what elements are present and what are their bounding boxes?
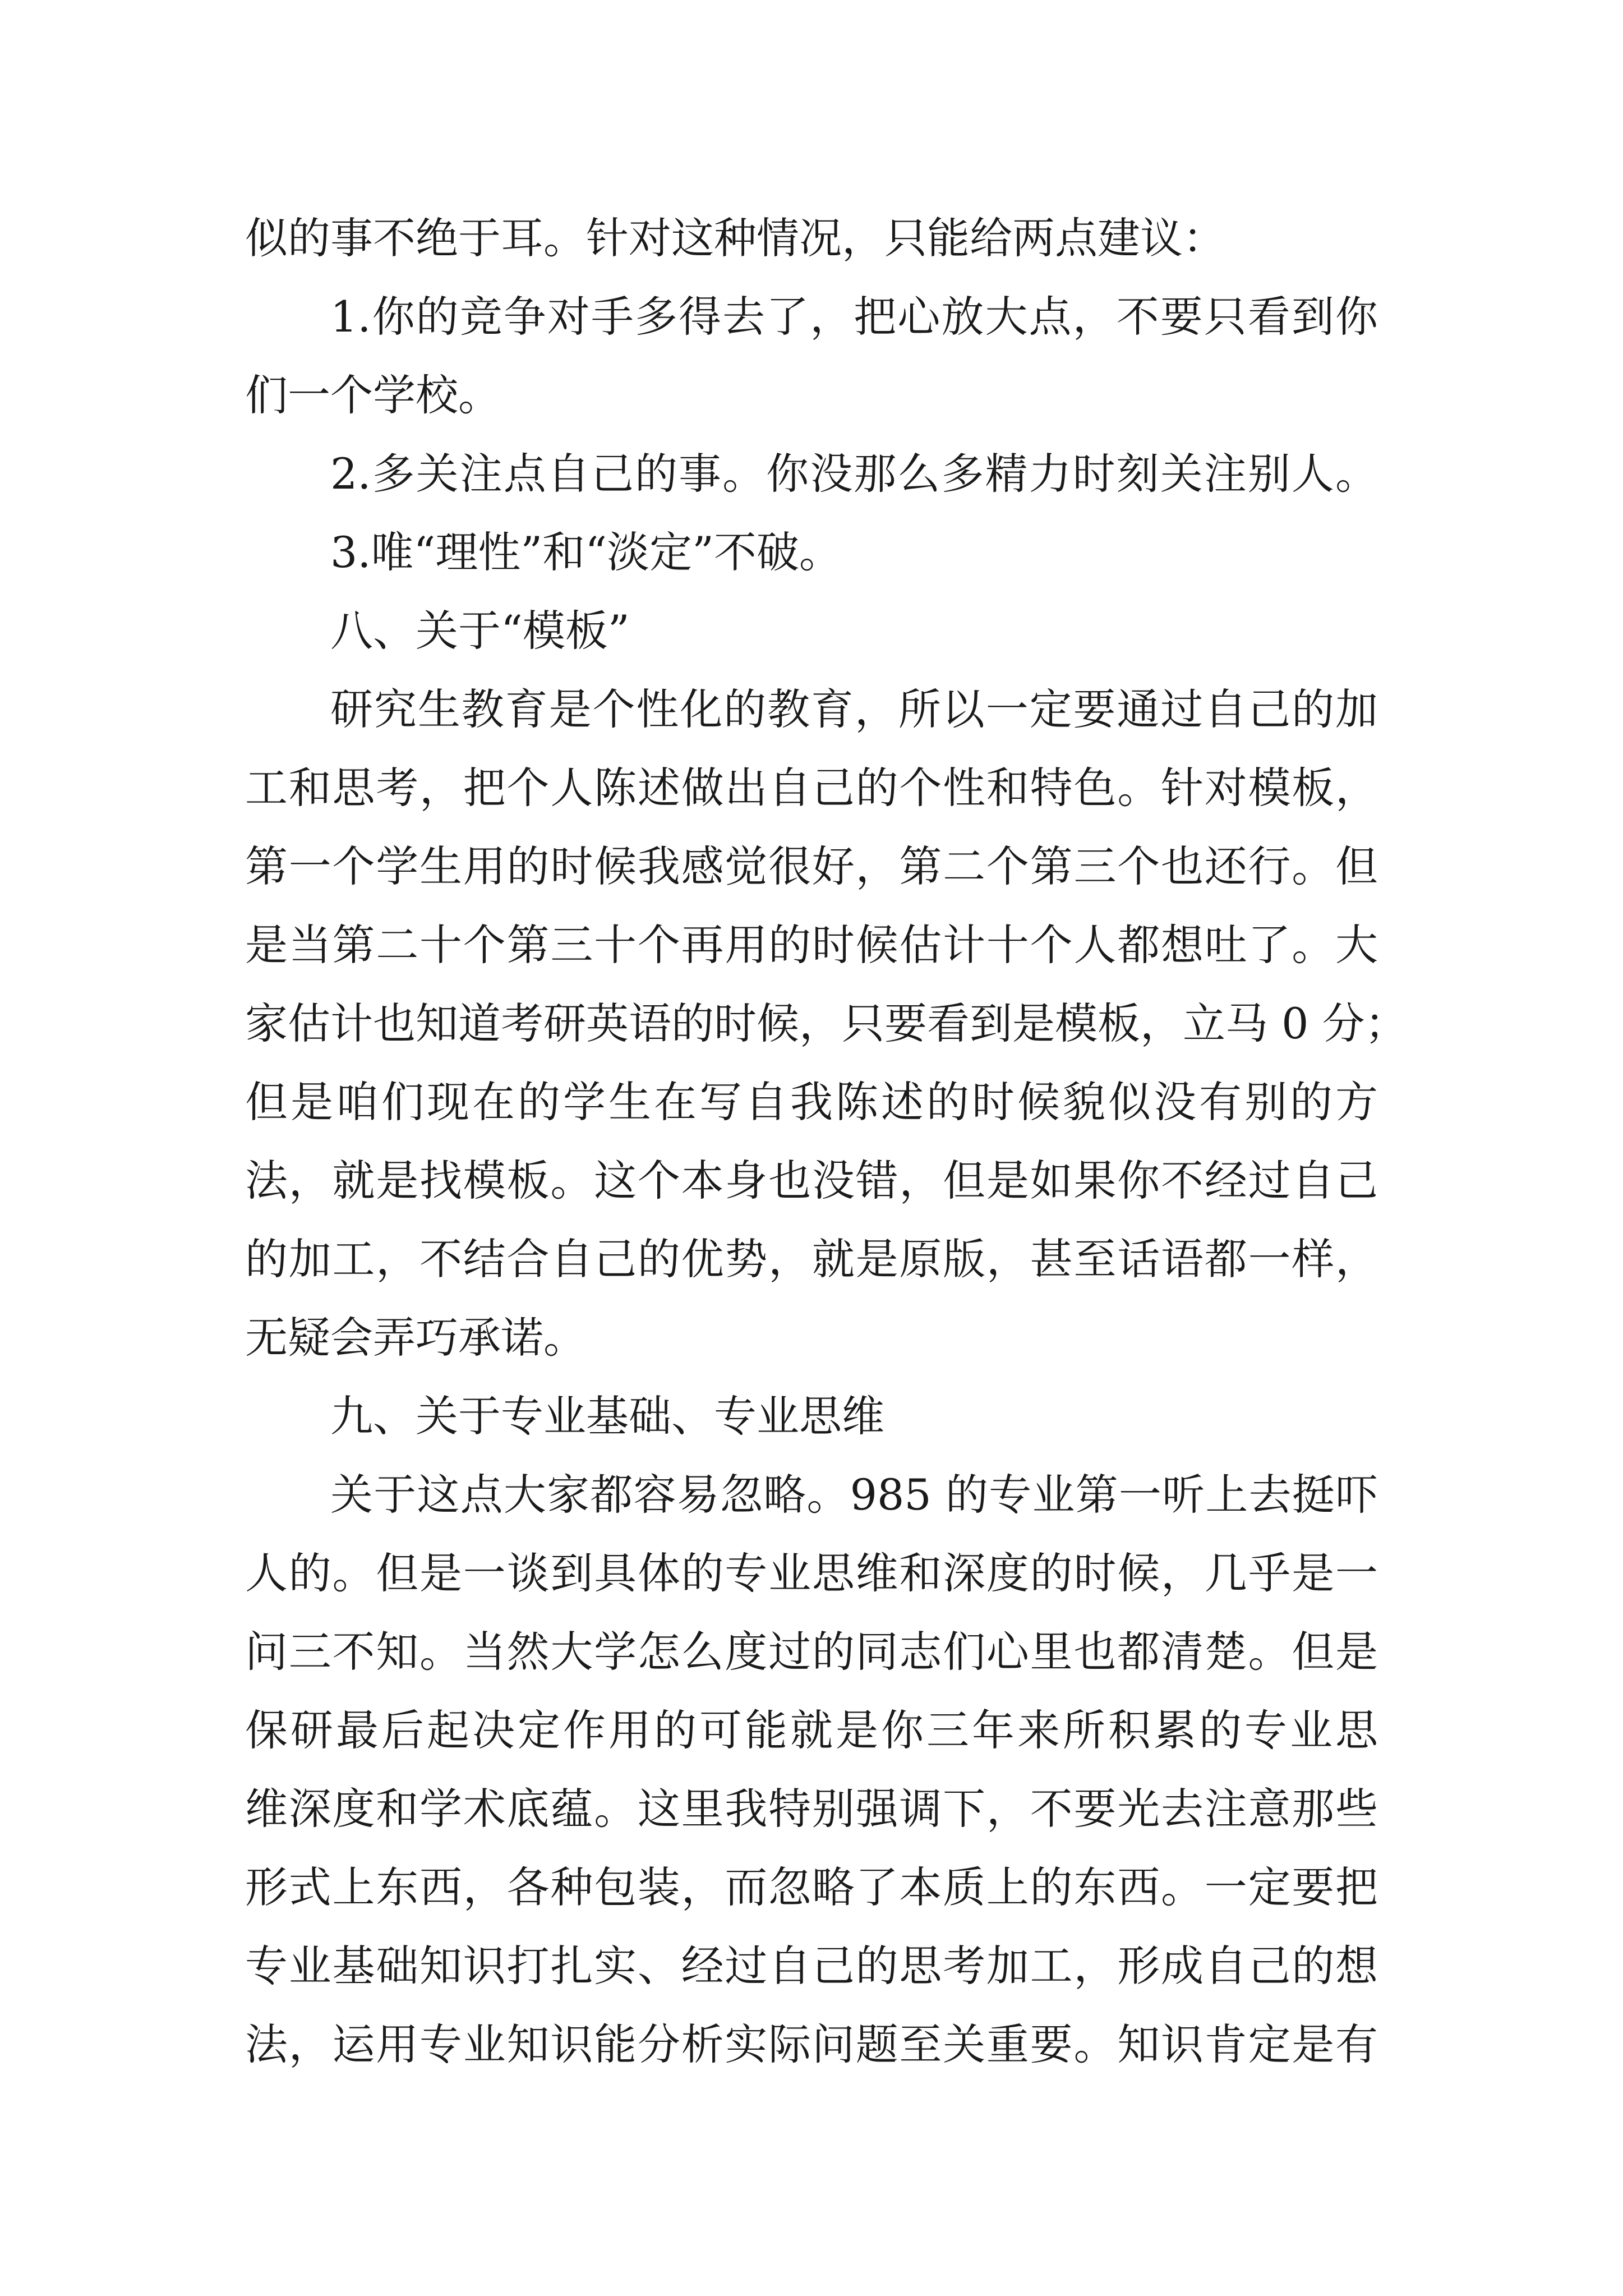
paragraph-line: 形式上东西，各种包装，而忽略了本质上的东西。一定要把 [245,1862,1378,1912]
paragraph-line: 专业基础知识打扎实、经过自己的思考加工，形成自己的想 [245,1941,1378,1991]
paragraph-line: 家估计也知道考研英语的时候，只要看到是模板，立马 0 分； [245,999,1408,1048]
section-heading: 九、关于专业基础、专业思维 [330,1391,884,1441]
list-item: 3.唯“理性”和“淡定”不破。 [330,527,842,577]
paragraph-line: 的加工，不结合自己的优势，就是原版，甚至话语都一样， [245,1234,1378,1284]
text-line: 似的事不绝于耳。针对这种情况，只能给两点建议： [245,213,1225,263]
paragraph-line: 人的。但是一谈到具体的专业思维和深度的时候，几乎是一 [245,1548,1378,1598]
paragraph-line: 无疑会弄巧承诺。 [245,1313,586,1363]
section-heading: 八、关于“模板” [330,606,630,656]
paragraph-line: 工和思考，把个人陈述做出自己的个性和特色。针对模板， [245,763,1378,813]
paragraph-line: 关于这点大家都容易忽略。985 的专业第一听上去挺吓 [330,1470,1378,1520]
paragraph-line: 法，就是找模板。这个本身也没错，但是如果你不经过自己 [245,1156,1378,1205]
paragraph-line: 问三不知。当然大学怎么度过的同志们心里也都清楚。但是 [245,1627,1378,1677]
paragraph-line: 但是咱们现在的学生在写自我陈述的时候貌似没有别的方 [245,1077,1378,1127]
paragraph-line: 研究生教育是个性化的教育，所以一定要通过自己的加 [330,684,1378,734]
paragraph-line: 法，运用专业知识能分析实际问题至关重要。知识肯定是有 [245,2019,1378,2069]
paragraph-line: 保研最后起决定作用的可能就是你三年来所积累的专业思 [245,1705,1378,1755]
list-item: 2.多关注点自己的事。你没那么多精力时刻关注别人。 [330,449,1378,499]
text-line: 们一个学校。 [245,370,501,420]
document-body [245,199,1408,2084]
list-item: 1.你的竞争对手多得去了，把心放大点，不要只看到你 [330,292,1378,342]
paragraph-line: 是当第二十个第三十个再用的时候估计十个人都想吐了。大 [245,920,1378,970]
paragraph-line: 维深度和学术底蕴。这里我特别强调下，不要光去注意那些 [245,1784,1378,1834]
paragraph-line: 第一个学生用的时候我感觉很好，第二个第三个也还行。但 [245,841,1378,891]
